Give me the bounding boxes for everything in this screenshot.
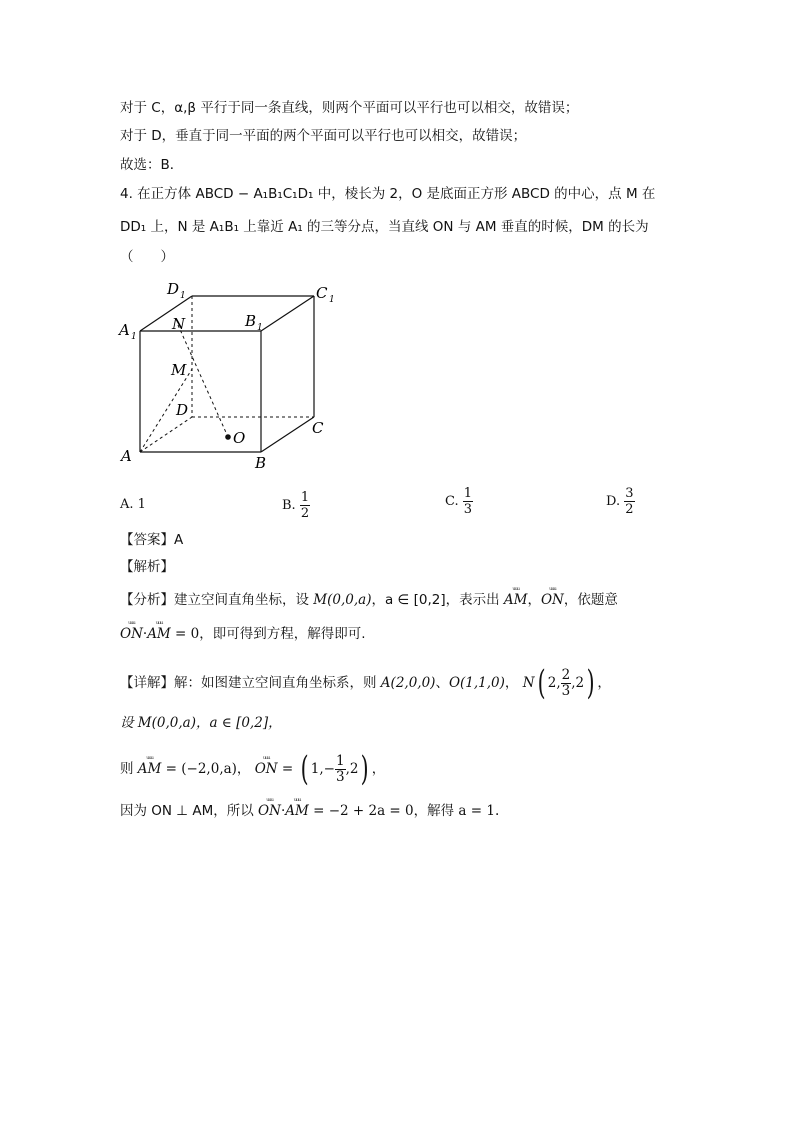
denominator: 3 <box>463 502 473 517</box>
question-line-2 <box>120 217 649 237</box>
fraction <box>335 754 346 785</box>
vector-am: ᵤᵤᵤ AM <box>285 801 309 821</box>
label-n: N <box>172 315 186 333</box>
analysis-header <box>120 557 174 577</box>
label-d1: D <box>167 280 180 298</box>
question-text: （ ） <box>120 249 174 265</box>
dot-operator: · <box>142 626 148 642</box>
text-line-option-d <box>120 126 526 146</box>
text: 则 <box>120 761 138 777</box>
label-a: A <box>121 447 132 465</box>
math: 1,− <box>310 761 335 777</box>
text: 解：如图建立空间直角坐标系，则 <box>174 675 381 691</box>
denominator: 2 <box>300 506 310 521</box>
point-o <box>225 434 231 440</box>
question-line-1 <box>120 184 655 204</box>
option-a-value: 1 <box>137 497 146 512</box>
analysis-title: 【解析】 <box>120 559 174 575</box>
text: ， <box>527 592 541 608</box>
vector-on: ᵤᵤᵤ ON <box>541 590 564 610</box>
math: A(2,0,0) <box>380 675 436 691</box>
text: 故选：B． <box>120 157 184 173</box>
label-sub: 1 <box>329 295 335 305</box>
numerator: 2 <box>561 666 571 683</box>
answer-line <box>120 530 183 550</box>
hidden-edge <box>140 417 192 452</box>
math: ,2 <box>571 675 585 691</box>
dot-operator: · <box>280 803 286 819</box>
numerator: 1 <box>336 752 345 769</box>
text: 对于 C，α,β 平行于同一条直线，则两个平面可以平行也可以相交，故错误； <box>120 100 579 116</box>
label-sub: 1 <box>131 332 137 342</box>
vector-am: ᵤᵤᵤ AM <box>138 752 162 786</box>
math: = 0 <box>170 626 200 642</box>
option-c <box>445 486 473 517</box>
fenxi-tag: 【分析】 <box>120 592 174 608</box>
paren: ( <box>300 749 309 789</box>
text: 建立空间直角坐标，设 <box>174 592 314 608</box>
detail-line-4 <box>120 801 499 821</box>
fenxi-line-1 <box>120 590 618 610</box>
vector-am: ᵤᵤᵤ AM <box>147 624 171 644</box>
label-sub: 1 <box>257 323 263 333</box>
fraction <box>561 668 572 699</box>
text: ，即可得到方程，解得即可. <box>199 626 366 642</box>
paren: ) <box>586 663 595 703</box>
numerator: 1 <box>463 486 473 501</box>
option-d-label: D. <box>606 494 621 509</box>
paren: ) <box>361 749 370 789</box>
math: ,2 <box>345 761 359 777</box>
math: M(0,0,a) <box>313 592 372 608</box>
denominator: 2 <box>625 502 634 517</box>
label-c1: C <box>316 284 328 302</box>
option-c-label: C. <box>445 494 459 509</box>
option-d <box>606 486 635 517</box>
denominator: 3 <box>336 768 345 785</box>
math: 2, <box>547 675 561 691</box>
detail-tag: 【详解】 <box>120 675 174 691</box>
cube-figure <box>110 272 350 477</box>
label-b: B <box>255 454 267 472</box>
option-d-fraction <box>624 486 634 517</box>
numerator: 1 <box>300 490 310 505</box>
option-b-label: B. <box>282 498 296 513</box>
text: ，a ∈ [0,2]，表示出 <box>371 592 504 608</box>
text: ， <box>504 675 519 691</box>
fenxi-line-2 <box>120 624 366 644</box>
question-line-3 <box>120 247 174 267</box>
math: = −2 + 2a = 0，解得 a = 1. <box>308 803 500 819</box>
label-b1: B <box>245 312 257 330</box>
text: ， <box>597 675 611 691</box>
math: = (−2,0,a)， <box>161 761 251 777</box>
detail-line-1 <box>120 663 611 703</box>
label-c: C <box>312 419 324 437</box>
edge <box>261 296 314 331</box>
edge <box>261 417 314 452</box>
option-a-label: A. <box>120 497 134 512</box>
segment-on <box>178 325 228 437</box>
text: 因为 ON ⊥ AM，所以 <box>120 803 259 819</box>
option-a <box>120 496 146 514</box>
detail-line-2 <box>120 713 282 733</box>
denominator: 3 <box>561 682 571 699</box>
text: ，依题意 <box>563 592 618 608</box>
question-text: DD₁ 上，N 是 A₁B₁ 上靠近 A₁ 的三等分点，当直线 ON 与 AM 垂直的时候，DM 的长为 <box>120 219 649 235</box>
math: = <box>277 761 298 777</box>
label-m: M <box>171 361 187 379</box>
math: 设 M(0,0,a)，a ∈ [0,2]， <box>120 715 282 731</box>
answer-text: 【答案】A <box>120 532 184 548</box>
math: O(1,1,0) <box>448 675 505 691</box>
text-line-option-c <box>120 98 578 118</box>
vector-on: ᵤᵤᵤ ON <box>120 624 143 644</box>
text: 对于 D，垂直于同一平面的两个平面可以平行也可以相交，故错误； <box>120 128 527 144</box>
label-a1: A <box>119 321 130 339</box>
question-text: 4. 在正方体 ABCD − A₁B₁C₁D₁ 中，棱长为 2，O 是底面正方形 ABCD 的中心，点 M 在 <box>120 186 656 202</box>
text-line-choice <box>120 155 183 175</box>
text: 、 <box>435 675 449 691</box>
label-o: O <box>233 429 246 447</box>
detail-line-3 <box>120 749 386 789</box>
vector-am: ᵤᵤᵤ AM <box>504 590 528 610</box>
text: ， <box>371 761 386 777</box>
vector-on: ᵤᵤᵤ ON <box>258 801 281 821</box>
option-b-fraction <box>300 490 310 521</box>
label-d: D <box>176 401 189 419</box>
paren: ( <box>537 663 546 703</box>
label-sub: 1 <box>180 291 186 301</box>
option-b <box>282 490 310 521</box>
option-c-fraction <box>463 486 473 517</box>
vector-on: ᵤᵤᵤ ON <box>255 752 278 786</box>
numerator: 3 <box>625 486 634 501</box>
math: N <box>522 675 535 691</box>
